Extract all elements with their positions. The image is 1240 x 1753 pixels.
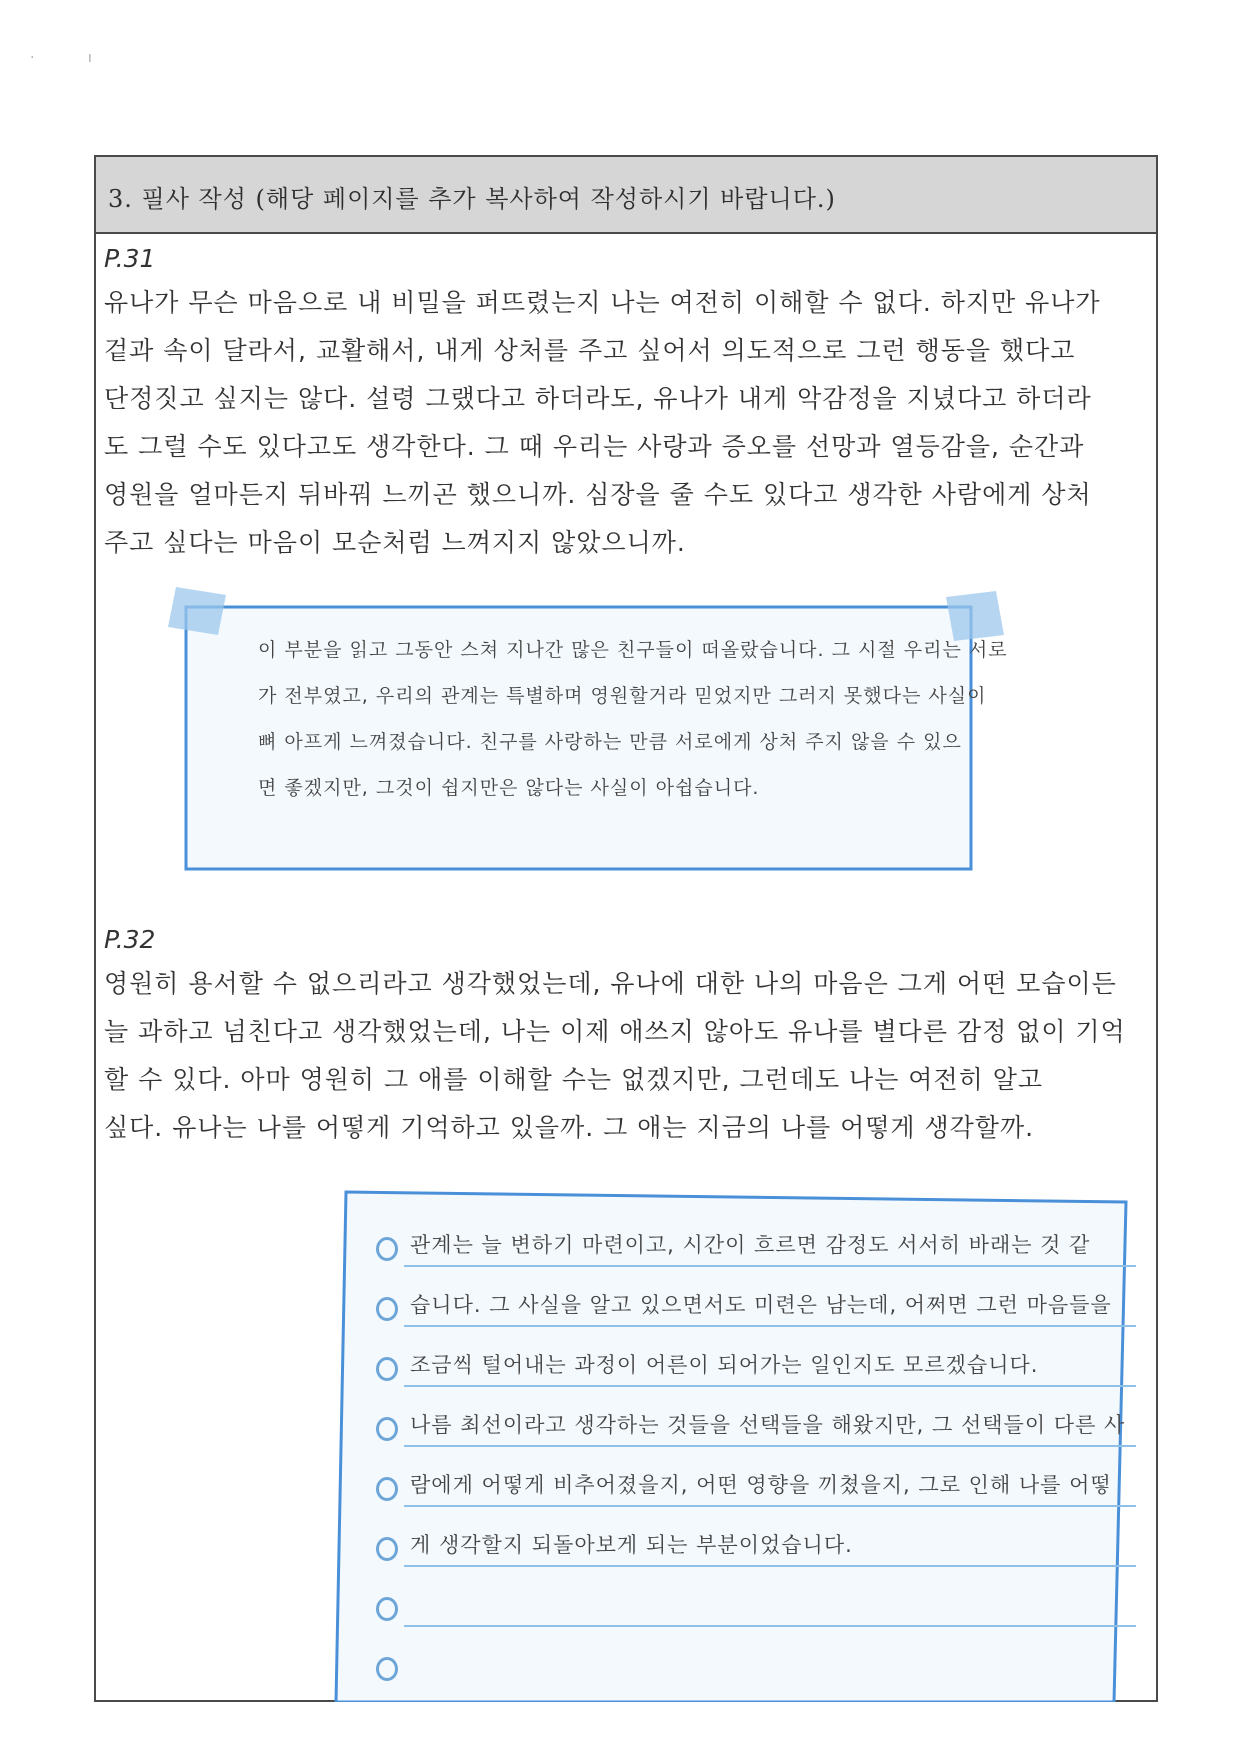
reflection-lines-32 <box>376 1225 1136 1705</box>
note-line: 람에게 어떻게 비추어졌을지, 어떤 영향을 끼쳤을지, 그로 인해 나를 어떻 <box>410 1473 1112 1497</box>
notebook-line <box>376 1465 1136 1525</box>
note-line: 가 전부였고, 우리의 관계는 특별하며 영원할거라 믿었지만 그러지 못했다는 사실이 <box>258 685 987 707</box>
passage-line: 유나가 무슨 마음으로 내 비밀을 퍼뜨렸는지 나는 여전히 이해할 수 없다. 하지만 유나가 <box>104 288 1101 317</box>
ring-hole-icon <box>376 1417 398 1441</box>
line-rule <box>404 1325 1136 1327</box>
note-line: 조금씩 털어내는 과정이 어른이 되어가는 일인지도 모르겠습니다. <box>410 1353 1039 1377</box>
notebook-line <box>376 1285 1136 1345</box>
ring-hole-icon <box>376 1597 398 1621</box>
passage-line: 단정짓고 싶지는 않다. 설령 그랬다고 하더라도, 유나가 내게 악감정을 지녔다고 하더라 <box>104 384 1092 413</box>
notebook-line <box>376 1405 1136 1465</box>
ring-hole-icon <box>376 1657 398 1681</box>
line-rule <box>404 1265 1136 1267</box>
line-rule <box>404 1445 1136 1447</box>
notebook-line <box>376 1645 1136 1705</box>
ring-hole-icon <box>376 1537 398 1561</box>
note-line: 나름 최선이라고 생각하는 것들을 선택들을 해왔지만, 그 선택들이 다른 사 <box>410 1413 1126 1437</box>
reflection-note-32 <box>266 1157 1146 1702</box>
notebook-line <box>376 1525 1136 1585</box>
passage-line: 겉과 속이 달라서, 교활해서, 내게 상처를 주고 싶어서 의도적으로 그런 행동을 했다고 <box>104 336 1076 365</box>
ring-hole-icon <box>376 1297 398 1321</box>
line-rule <box>404 1505 1136 1507</box>
notebook-line <box>376 1345 1136 1405</box>
form-header <box>96 157 1156 234</box>
reflection-note-31 <box>146 587 1026 897</box>
page-label-32: P.32 <box>104 925 156 954</box>
line-rule <box>404 1625 1136 1627</box>
form-header-title: 3. 필사 작성 (해당 페이지를 추가 복사하여 작성하시기 바랍니다.) <box>108 185 836 213</box>
passage-line: 영원히 용서할 수 없으리라고 생각했었는데, 유나에 대한 나의 마음은 그게 어떤 모습이든 <box>104 969 1117 998</box>
scan-mark: · ı <box>30 50 92 66</box>
line-rule <box>404 1565 1136 1567</box>
page-label-31: P.31 <box>104 244 156 273</box>
notebook-line <box>376 1225 1136 1285</box>
note-line: 면 좋겠지만, 그것이 쉽지만은 않다는 사실이 아쉽습니다. <box>258 777 760 799</box>
passage-line: 주고 싶다는 마음이 모순처럼 느껴지지 않았으니까. <box>104 528 686 557</box>
passage-line: 영원을 얼마든지 뒤바꿔 느끼곤 했으니까. 심장을 줄 수도 있다고 생각한 사람에게 상처 <box>104 480 1092 509</box>
passage-line: 할 수 있다. 아마 영원히 그 애를 이해할 수는 없겠지만, 그런데도 나는 여전히 알고 <box>104 1065 1044 1094</box>
passage-line: 싶다. 유나는 나를 어떻게 기억하고 있을까. 그 애는 지금의 나를 어떻게 생각할까. <box>104 1113 1035 1142</box>
passage-line: 늘 과하고 넘친다고 생각했었는데, 나는 이제 애쓰지 않아도 유나를 별다른 감정 없이 기억 <box>104 1017 1126 1046</box>
ring-hole-icon <box>376 1357 398 1381</box>
transcription-passage-31 <box>104 279 1149 567</box>
reflection-text-31 <box>258 627 1018 811</box>
passage-line: 도 그럴 수도 있다고도 생각한다. 그 때 우리는 사랑과 증오를 선망과 열등감을, 순간과 <box>104 432 1085 461</box>
note-line: 이 부분을 읽고 그동안 스쳐 지나간 많은 친구들이 떠올랐습니다. 그 시절 우리는 서로 <box>258 639 1008 661</box>
transcription-form <box>94 155 1158 1702</box>
ring-hole-icon <box>376 1237 398 1261</box>
note-line: 뼈 아프게 느껴졌습니다. 친구를 사랑하는 만큼 서로에게 상처 주지 않을 수 있으 <box>258 731 962 753</box>
transcription-passage-32 <box>104 960 1149 1152</box>
line-rule <box>404 1385 1136 1387</box>
note-line: 관계는 늘 변하기 마련이고, 시간이 흐르면 감정도 서서히 바래는 것 같 <box>410 1233 1091 1257</box>
note-line: 습니다. 그 사실을 알고 있으면서도 미련은 남는데, 어쩌면 그런 마음들을 <box>410 1293 1112 1317</box>
notebook-line <box>376 1585 1136 1645</box>
note-line: 게 생각할지 되돌아보게 되는 부분이었습니다. <box>410 1533 853 1557</box>
ring-hole-icon <box>376 1477 398 1501</box>
